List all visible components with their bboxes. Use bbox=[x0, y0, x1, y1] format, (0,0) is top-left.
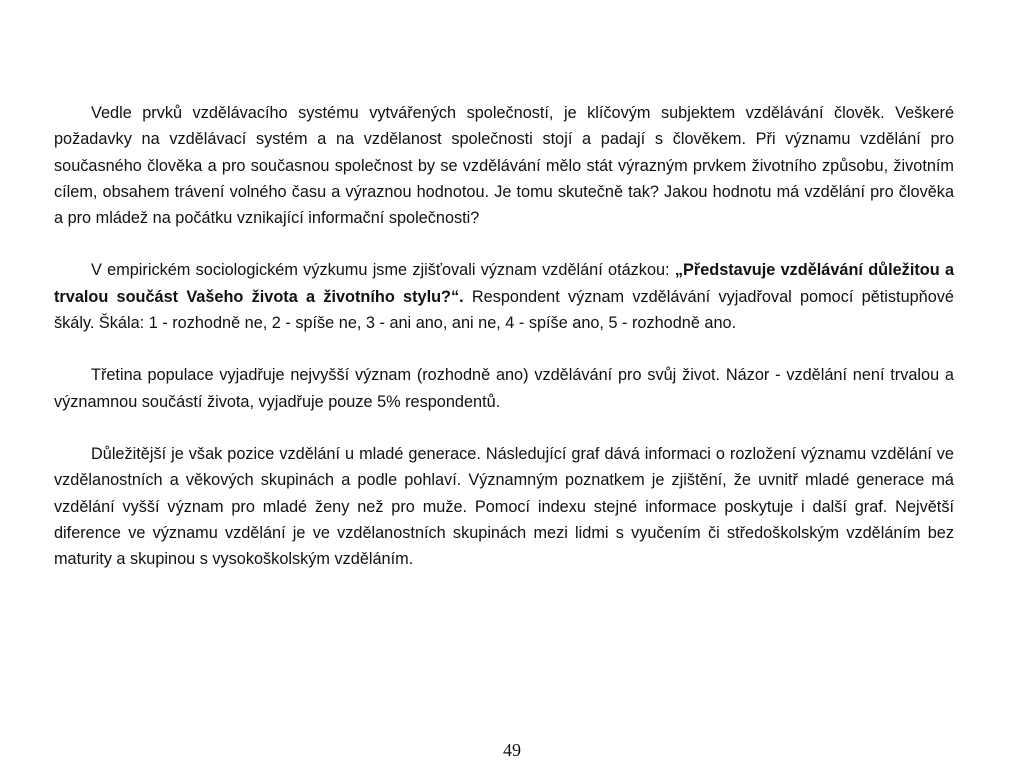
paragraph-young-generation: Důležitější je však pozice vzdělání u mladé generace. Následující graf dává informaci o rozložení významu vzdělání ve vzdělanostních a věkových skupinách a podle pohlaví. Významným poznatkem je zjištění, že uvnitř mladé generace má vzdělání vyšší význam pro mladé ženy než pro muže. Pomocí indexu stejné informace poskytuje i další graf. Největší diference ve významu vzdělání je ve vzdělanostních skupinách mezi lidmi s vyučením či středoškolským vzděláním bez maturity a skupinou s vysokoškolským vzděláním. bbox=[54, 444, 954, 569]
paragraph-survey-question bbox=[54, 257, 954, 336]
paragraph-population-results: Třetina populace vyjadřuje nejvyšší význam (rozhodně ano) vzdělávání pro svůj život. Názor - vzdělání není trvalou a významnou součástí života, vyjadřuje pouze 5% respondentů. bbox=[54, 366, 954, 411]
document-body bbox=[54, 100, 954, 572]
page-number: 49 bbox=[503, 740, 521, 760]
survey-scale-text: Respondent význam vzdělávání vyjadřoval pomocí pětistupňové škály. Škála: 1 - rozhodně ne, 2 - spíše ne, 3 - ani ano, ani ne, 4 - spíše ano, 5 - rozhodně ano. bbox=[54, 287, 954, 333]
paragraph-education-subject: Vedle prvků vzdělávacího systému vytvářených společností, je klíčovým subjektem vzdělávání člověk. Veškeré požadavky na vzdělávací systém a na vzdělanost společnosti stojí a padají s člověkem. Při významu vzdělání pro současného člověka a pro současnou společnost by se vzdělávání mělo stát výrazným prvkem životního způsobu, životním cílem, obsahem trávení volného času a výraznou hodnotou. Je tomu skutečně tak? Jakou hodnotu má vzdělání pro člověka a pro mládež na počátku vznikající informační společnosti? bbox=[54, 104, 954, 228]
survey-intro-text: V empirickém sociologickém výzkumu jsme zjišťovali význam vzdělání otázkou: bbox=[91, 261, 675, 280]
survey-question-text: „Představuje vzdělávání důležitou a trvalou součást Vašeho života a životního stylu?“. bbox=[54, 261, 954, 306]
